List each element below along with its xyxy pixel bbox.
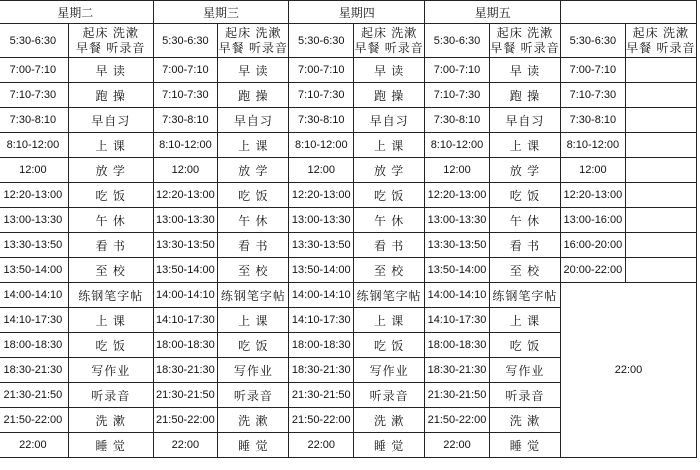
time-cell: 12:00 (561, 158, 626, 183)
time-cell: 13:30-13:50 (0, 233, 68, 258)
table-row (0, 58, 697, 83)
activity-cell: 练钢笔字帖 (489, 283, 560, 308)
table-row (0, 258, 697, 283)
time-cell: 5:30-6:30 (425, 24, 490, 58)
activity-cell (489, 24, 560, 58)
activity-cell: 上 课 (218, 133, 289, 158)
activity-cell: 看 书 (218, 233, 289, 258)
activity-cell: 至 校 (218, 258, 289, 283)
activity-cell: 吃 饭 (489, 183, 560, 208)
activity-cell (625, 108, 696, 133)
activity-cell (625, 133, 696, 158)
activity-cell (625, 24, 696, 58)
time-cell: 18:30-21:30 (0, 358, 68, 383)
time-cell: 7:30-8:10 (0, 108, 68, 133)
time-cell: 21:50-22:00 (425, 408, 490, 433)
time-cell: 12:20-13:00 (425, 183, 490, 208)
activity-cell: 洗 漱 (68, 408, 153, 433)
time-cell: 8:10-12:00 (425, 133, 490, 158)
activity-line: 起床 洗漱 (632, 25, 690, 40)
activity-cell: 看 书 (354, 233, 425, 258)
time-cell: 18:00-18:30 (289, 333, 354, 358)
activity-cell (625, 58, 696, 83)
time-cell: 13:50-14:00 (0, 258, 68, 283)
time-cell: 12:00 (289, 158, 354, 183)
activity-cell: 上 课 (218, 308, 289, 333)
time-cell: 14:00-14:10 (153, 283, 218, 308)
activity-line: 早餐 听录音 (354, 40, 424, 55)
activity-cell: 洗 漱 (489, 408, 560, 433)
time-cell: 13:00-13:30 (425, 208, 490, 233)
time-cell: 7:00-7:10 (561, 58, 626, 83)
time-cell: 18:30-21:30 (153, 358, 218, 383)
time-cell: 12:20-13:00 (0, 183, 68, 208)
activity-line: 起床 洗漱 (496, 25, 554, 40)
day-header (561, 1, 697, 24)
activity-cell: 吃 饭 (489, 333, 560, 358)
activity-cell: 吃 饭 (68, 183, 153, 208)
time-cell: 8:10-12:00 (561, 133, 626, 158)
activity-cell: 早 读 (489, 58, 560, 83)
time-cell: 12:00 (0, 158, 68, 183)
time-cell: 7:00-7:10 (425, 58, 490, 83)
activity-cell: 上 课 (489, 133, 560, 158)
time-cell: 21:50-22:00 (0, 408, 68, 433)
time-cell: 13:50-14:00 (289, 258, 354, 283)
time-cell: 7:00-7:10 (289, 58, 354, 83)
time-cell: 22:00 (425, 433, 490, 458)
activity-cell: 早自习 (354, 108, 425, 133)
time-cell: 7:00-7:10 (153, 58, 218, 83)
time-cell: 7:10-7:30 (289, 83, 354, 108)
time-cell: 18:00-18:30 (153, 333, 218, 358)
time-cell: 14:00-14:10 (289, 283, 354, 308)
day-header: 星期四 (289, 1, 425, 24)
time-cell: 14:10-17:30 (289, 308, 354, 333)
activity-cell: 睡 觉 (354, 433, 425, 458)
time-cell: 7:30-8:10 (153, 108, 218, 133)
time-cell: 18:00-18:30 (0, 333, 68, 358)
time-cell: 21:50-22:00 (289, 408, 354, 433)
activity-cell: 至 校 (354, 258, 425, 283)
table-row (0, 133, 697, 158)
activity-line: 早餐 听录音 (626, 40, 696, 55)
time-cell: 7:30-8:10 (289, 108, 354, 133)
activity-cell: 上 课 (68, 133, 153, 158)
day-header: 星期三 (153, 1, 289, 24)
activity-cell: 早自习 (68, 108, 153, 133)
time-cell: 13:30-13:50 (289, 233, 354, 258)
activity-cell: 午 休 (68, 208, 153, 233)
time-cell: 14:00-14:10 (425, 283, 490, 308)
header-row (0, 1, 697, 24)
activity-line: 起床 洗漱 (360, 25, 418, 40)
time-cell: 12:00 (425, 158, 490, 183)
activity-cell: 练钢笔字帖 (354, 283, 425, 308)
time-cell: 13:30-13:50 (153, 233, 218, 258)
time-cell: 21:50-22:00 (153, 408, 218, 433)
time-cell: 12:20-13:00 (561, 183, 626, 208)
activity-cell: 吃 饭 (218, 333, 289, 358)
activity-cell (218, 24, 289, 58)
time-cell: 21:30-21:50 (289, 383, 354, 408)
activity-cell (625, 233, 696, 258)
activity-cell: 午 休 (489, 208, 560, 233)
time-cell: 14:00-14:10 (0, 283, 68, 308)
activity-cell (625, 183, 696, 208)
table-row (0, 283, 697, 308)
time-cell: 7:30-8:10 (561, 108, 626, 133)
activity-cell: 听录音 (489, 383, 560, 408)
day-header: 星期二 (0, 1, 153, 24)
activity-cell: 吃 饭 (354, 333, 425, 358)
time-cell: 5:30-6:30 (561, 24, 626, 58)
table-row (0, 108, 697, 133)
activity-cell: 听录音 (68, 383, 153, 408)
time-cell: 7:10-7:30 (0, 83, 68, 108)
activity-cell: 午 休 (354, 208, 425, 233)
time-cell: 22:00 (0, 433, 68, 458)
activity-cell: 吃 饭 (218, 183, 289, 208)
table-row (0, 83, 697, 108)
activity-cell: 看 书 (68, 233, 153, 258)
time-cell: 8:10-12:00 (0, 133, 68, 158)
activity-cell: 看 书 (489, 233, 560, 258)
activity-cell: 放 学 (354, 158, 425, 183)
activity-cell: 写作业 (218, 358, 289, 383)
time-cell: 21:30-21:50 (0, 383, 68, 408)
activity-cell: 上 课 (68, 308, 153, 333)
activity-cell: 写作业 (354, 358, 425, 383)
activity-cell (625, 208, 696, 233)
time-cell: 12:00 (153, 158, 218, 183)
table-row (0, 24, 697, 58)
activity-cell: 跑 操 (68, 83, 153, 108)
activity-cell: 放 学 (218, 158, 289, 183)
time-cell: 13:30-13:50 (425, 233, 490, 258)
table-row (0, 158, 697, 183)
activity-cell: 听录音 (218, 383, 289, 408)
activity-cell: 跑 操 (218, 83, 289, 108)
activity-cell (354, 24, 425, 58)
activity-cell: 吃 饭 (68, 333, 153, 358)
time-cell: 22:00 (153, 433, 218, 458)
activity-line: 早餐 听录音 (218, 40, 288, 55)
activity-cell (625, 258, 696, 283)
time-cell: 21:30-21:50 (153, 383, 218, 408)
time-cell: 14:10-17:30 (0, 308, 68, 333)
time-cell: 5:30-6:30 (0, 24, 68, 58)
time-cell: 13:50-14:00 (153, 258, 218, 283)
time-cell: 13:00-13:30 (0, 208, 68, 233)
activity-cell: 至 校 (489, 258, 560, 283)
time-cell: 7:00-7:10 (0, 58, 68, 83)
time-cell: 16:00-20:00 (561, 233, 626, 258)
activity-cell: 午 休 (218, 208, 289, 233)
time-cell: 7:10-7:30 (153, 83, 218, 108)
time-cell: 5:30-6:30 (153, 24, 218, 58)
activity-cell: 睡 觉 (218, 433, 289, 458)
activity-cell: 跑 操 (489, 83, 560, 108)
activity-cell: 练钢笔字帖 (68, 283, 153, 308)
activity-cell (625, 158, 696, 183)
time-cell: 12:20-13:00 (289, 183, 354, 208)
time-cell: 14:10-17:30 (153, 308, 218, 333)
activity-cell: 上 课 (354, 133, 425, 158)
activity-cell: 早 读 (68, 58, 153, 83)
activity-cell: 至 校 (68, 258, 153, 283)
activity-cell: 洗 漱 (218, 408, 289, 433)
activity-line: 早餐 听录音 (490, 40, 560, 55)
time-cell: 7:10-7:30 (425, 83, 490, 108)
time-cell: 13:00-13:30 (289, 208, 354, 233)
time-cell: 18:00-18:30 (425, 333, 490, 358)
time-cell: 20:00-22:00 (561, 258, 626, 283)
activity-cell: 上 课 (354, 308, 425, 333)
table-row (0, 208, 697, 233)
time-cell: 18:30-21:30 (289, 358, 354, 383)
time-cell: 13:50-14:00 (425, 258, 490, 283)
activity-cell (625, 83, 696, 108)
time-cell: 21:30-21:50 (425, 383, 490, 408)
activity-cell: 写作业 (489, 358, 560, 383)
activity-cell: 跑 操 (354, 83, 425, 108)
activity-cell: 放 学 (68, 158, 153, 183)
time-cell: 22:00 (289, 433, 354, 458)
time-cell: 12:20-13:00 (153, 183, 218, 208)
activity-line: 起床 洗漱 (82, 25, 139, 40)
activity-cell: 早自习 (218, 108, 289, 133)
activity-cell: 早自习 (489, 108, 560, 133)
activity-cell: 洗 漱 (354, 408, 425, 433)
day-header: 星期五 (425, 1, 561, 24)
time-cell: 8:10-12:00 (153, 133, 218, 158)
activity-cell: 吃 饭 (354, 183, 425, 208)
activity-line: 起床 洗漱 (225, 25, 282, 40)
time-cell: 7:30-8:10 (425, 108, 490, 133)
activity-cell: 睡 觉 (489, 433, 560, 458)
merged-time-cell: 22:00 (561, 283, 697, 458)
time-cell: 7:10-7:30 (561, 83, 626, 108)
activity-cell: 放 学 (489, 158, 560, 183)
activity-cell: 睡 觉 (68, 433, 153, 458)
activity-cell: 听录音 (354, 383, 425, 408)
activity-cell (68, 24, 153, 58)
table-row (0, 233, 697, 258)
activity-cell: 练钢笔字帖 (218, 283, 289, 308)
time-cell: 14:10-17:30 (425, 308, 490, 333)
time-cell: 13:00-13:30 (153, 208, 218, 233)
activity-cell: 上 课 (489, 308, 560, 333)
table-row (0, 183, 697, 208)
time-cell: 13:00-16:00 (561, 208, 626, 233)
activity-cell: 写作业 (68, 358, 153, 383)
time-cell: 18:30-21:30 (425, 358, 490, 383)
activity-cell: 早 读 (218, 58, 289, 83)
time-cell: 8:10-12:00 (289, 133, 354, 158)
activity-cell: 早 读 (354, 58, 425, 83)
activity-line: 早餐 听录音 (76, 40, 146, 55)
time-cell: 5:30-6:30 (289, 24, 354, 58)
